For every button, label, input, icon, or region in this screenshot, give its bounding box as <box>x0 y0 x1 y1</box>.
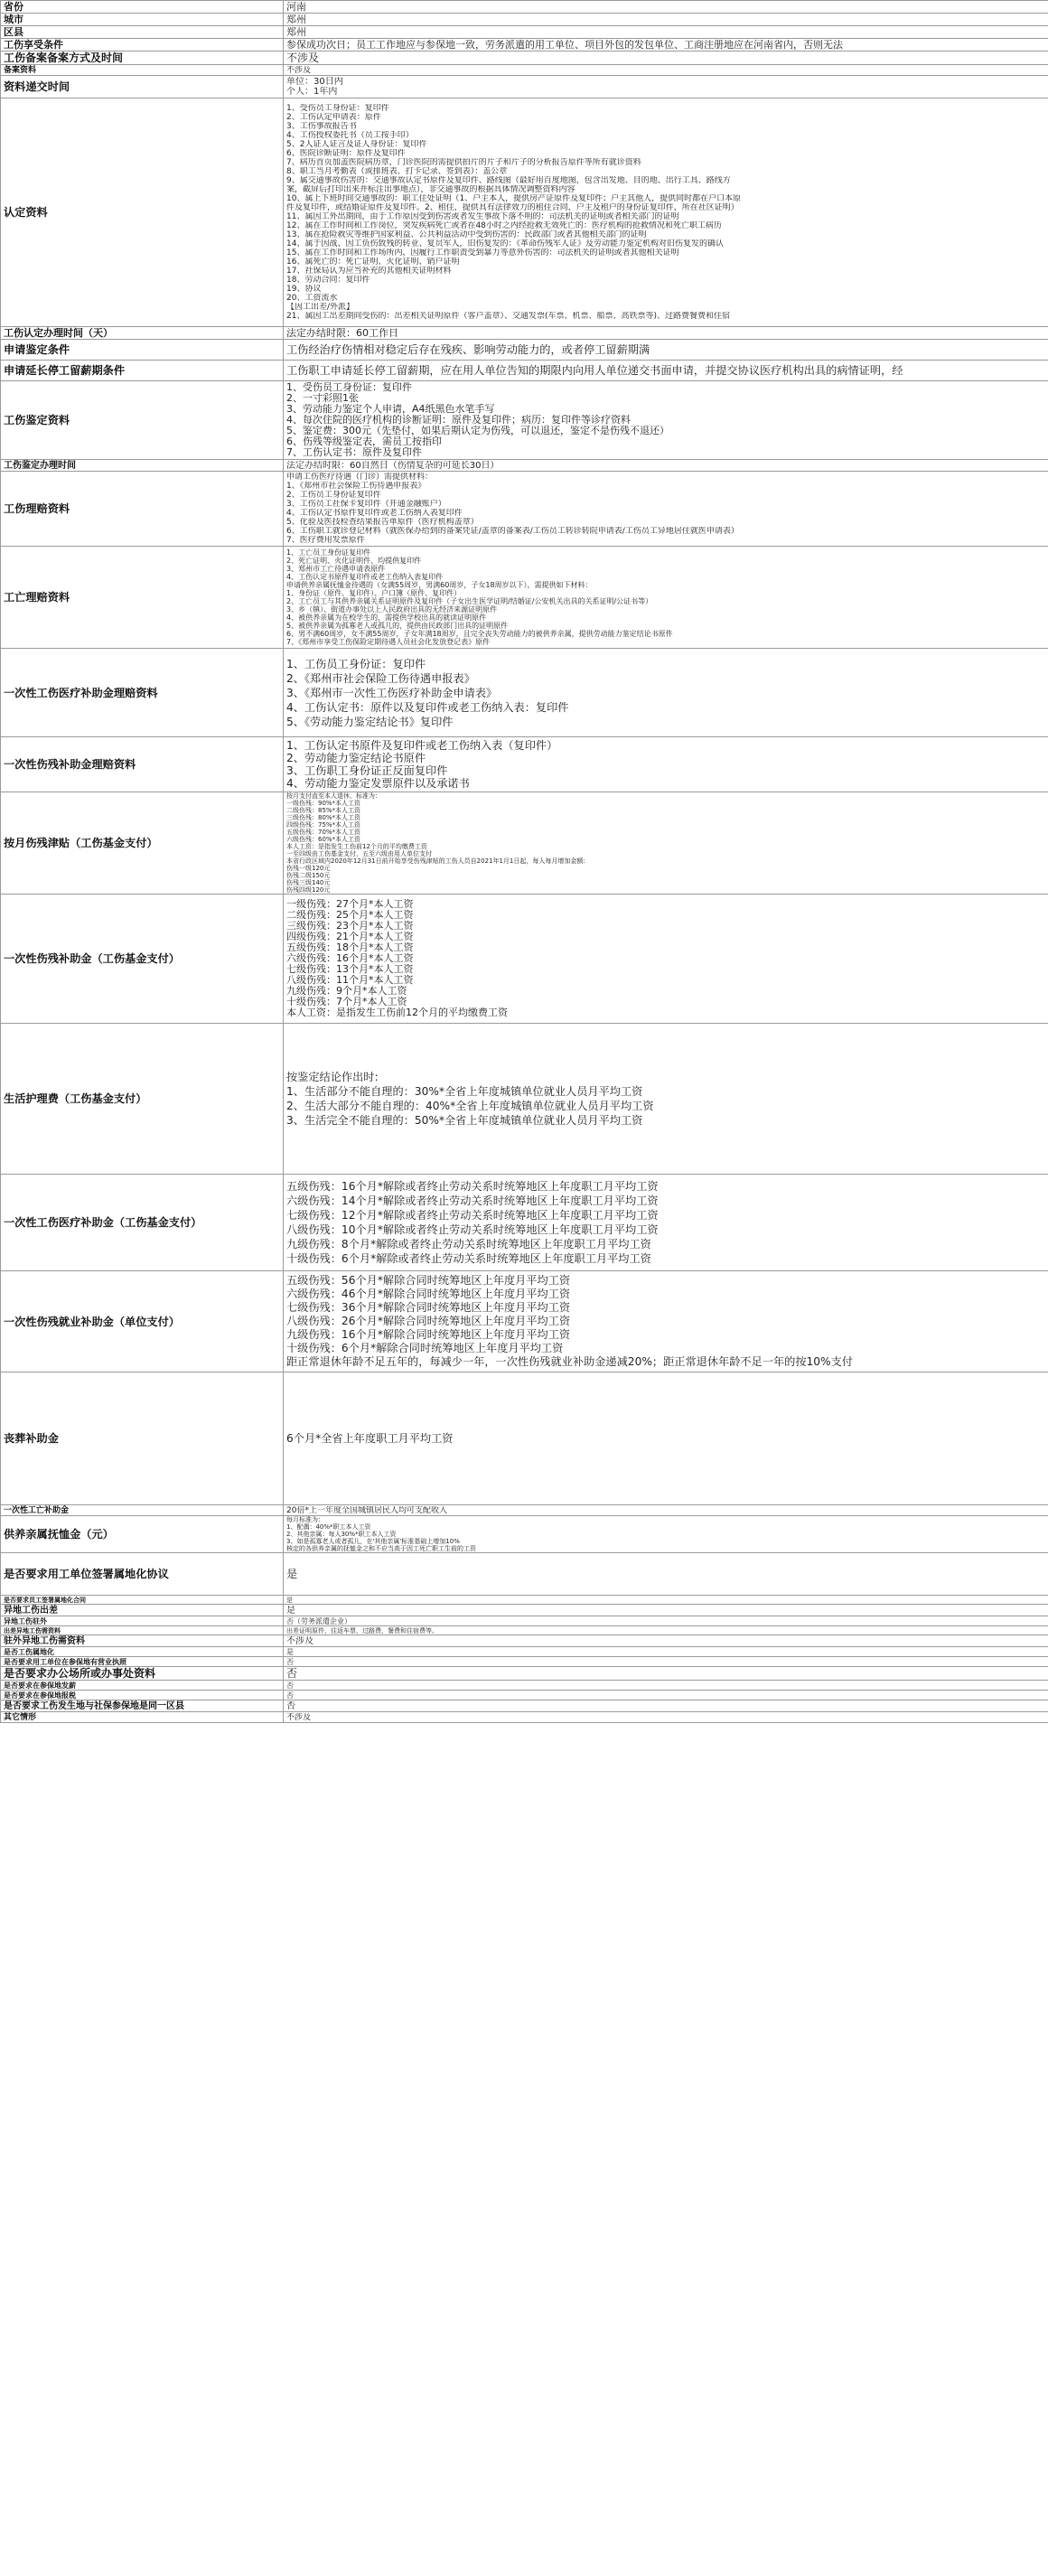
value-line: 案，截屏后打印出来并标注出事地点），非交通事故的根据具体情况调整资料内容 <box>286 185 575 194</box>
row-label: 一次性伤残就业补助金（单位支付） <box>1 1271 284 1372</box>
value-line: 郑州 <box>286 14 306 25</box>
value-line: 7、《郑州市享受工伤保险定期待遇人员社会化发放登记表》原件 <box>286 638 491 646</box>
value-line: 六级伤残：46个月*解除合同时统筹地区上年度月平均工资 <box>286 1288 571 1300</box>
table-row <box>1 1271 1048 1372</box>
value-line: 1、工亡员工身份证复印件 <box>286 548 371 557</box>
value-line: 2、劳动能力鉴定结论书原件 <box>286 752 426 764</box>
value-line: 参保成功次日；员工工作地应与参保地一致，劳务派遣的用工单位、项目外包的发包单位、工商注册地应在河南省内，否则无法 <box>286 39 843 51</box>
value-line: 1、受伤员工身份证：复印件 <box>286 104 389 113</box>
row-value <box>284 737 1048 792</box>
value-line: 19、协议 <box>286 285 322 294</box>
value-line: 5、被供养亲属为孤寡老人或孤儿的，提供由民政部门出具的证明原件 <box>286 622 509 630</box>
value-line: 否 <box>286 1681 294 1690</box>
row-value <box>284 1553 1048 1596</box>
value-line: 五级伤残：18个月*本人工资 <box>286 942 414 953</box>
row-label: 工伤理赔资料 <box>1 472 284 547</box>
value-line: 十级伤残：6个月*解除合同时统筹地区上年度月平均工资 <box>286 1342 564 1354</box>
value-line: 4、每次住院的医疗机构的诊断证明：原件及复印件；病历：复印件等诊疗资料 <box>286 415 631 426</box>
row-label: 供养亲属抚恤金（元） <box>1 1516 284 1553</box>
table-row <box>1 1657 1048 1667</box>
value-line: 本省行政区域内2020年12月31日前开始享受伤残津贴的工伤人员自2021年1月1日起，每人每月增加金额: <box>286 857 585 865</box>
row-label: 工伤认定办理时间（天） <box>1 327 284 340</box>
value-line: 一级伤残：27个月*本人工资 <box>286 899 414 910</box>
table-row <box>1 1616 1048 1626</box>
table-row <box>1 14 1048 26</box>
value-line: 20倍*上一年度全国城镇居民人均可支配收入 <box>286 1505 447 1515</box>
value-line: 每月标准为： <box>286 1516 324 1523</box>
value-line: 16、属死亡的：死亡证明、火化证明、销户证明 <box>286 258 460 267</box>
row-label: 一次性工伤医疗补助金（工伤基金支付） <box>1 1175 284 1271</box>
value-line: 6、工伤职工就诊登记材料（就医保办给到的备案凭证/盖章的备案表/工伤员工转诊转院申请表/工伤员工异地居住就医申请表） <box>286 527 739 536</box>
value-line: 否 <box>286 1691 294 1700</box>
value-line: 否 <box>286 1657 294 1666</box>
row-label: 工伤享受条件 <box>1 39 284 52</box>
value-line: 工伤职工申请延长停工留薪期，应在用人单位告知的期限内向用人单位递交书面申请，并提交协议医疗机构出具的病情证明，经 <box>286 364 903 377</box>
table-row <box>1 340 1048 361</box>
row-value <box>284 1635 1048 1647</box>
table-row <box>1 26 1048 39</box>
row-label: 出差异地工伤需资料 <box>1 1626 284 1635</box>
value-line: 3、《郑州市一次性工伤医疗补助金申请表》 <box>286 686 498 699</box>
row-value <box>284 361 1048 381</box>
table-row <box>1 737 1048 792</box>
value-line: 不涉及 <box>286 1712 312 1722</box>
table-row <box>1 1175 1048 1271</box>
value-line: 4、工伤认定书原件复印件或老工伤纳入表复印件 <box>286 509 463 518</box>
row-value <box>284 76 1048 98</box>
row-label: 是否要求在参保地发薪 <box>1 1681 284 1691</box>
value-line: 10、属上下班时间交通事故的：职工住处证明（1、户主本人，提供房产证原件及复印件；户主其他人，提供同时都在户口本原 <box>286 194 742 203</box>
table-row <box>1 39 1048 52</box>
table-row <box>1 1024 1048 1175</box>
value-line: 6、医院诊断证明：原件及复印件 <box>286 149 406 158</box>
value-line: 2、生活大部分不能自理的：40%*全省上年度城镇单位就业人员月平均工资 <box>286 1100 654 1112</box>
row-label: 工亡理赔资料 <box>1 547 284 649</box>
value-line: 6、男不满60周岁，女不满55周岁，子女年满18周岁，且完全丧失劳动能力的被供养亲属，提供劳动能力鉴定结论书原件 <box>286 630 673 638</box>
row-value <box>284 547 1048 649</box>
row-value <box>284 26 1048 39</box>
value-line: 六级伤残：16个月*本人工资 <box>286 953 414 964</box>
value-line: 8、职工当月考勤表（或排班表、打卡记录、签到表）：盖公章 <box>286 167 508 176</box>
value-line: 是 <box>286 1596 293 1604</box>
value-line: 20、工资流水 <box>286 294 338 303</box>
row-label: 一次性工亡补助金 <box>1 1505 284 1516</box>
value-line: 是 <box>286 1647 294 1656</box>
row-value <box>284 1516 1048 1553</box>
row-value <box>284 1616 1048 1626</box>
row-value <box>284 39 1048 52</box>
value-line: 按鉴定结论作出时: <box>286 1071 379 1083</box>
value-line: 核定的各供养亲属的抚恤金之和不应当高于因工死亡职工生前的工资 <box>286 1545 476 1552</box>
value-line: 六级伤残：14个月*解除或者终止劳动关系时统筹地区上年度职工月平均工资 <box>286 1194 659 1207</box>
value-line: 八级伤残：26个月*解除合同时统筹地区上年度月平均工资 <box>286 1315 571 1327</box>
table-row <box>1 98 1048 327</box>
row-label: 按月伤残津贴（工伤基金支付） <box>1 792 284 895</box>
value-line: 1、《郑州市社会保险工伤待遇申报表》 <box>286 482 426 491</box>
value-line: 5、2人证人证言及证人身份证：复印件 <box>286 140 427 149</box>
row-value <box>284 340 1048 361</box>
table-row <box>1 1681 1048 1691</box>
row-value <box>284 1372 1048 1505</box>
row-value <box>284 327 1048 340</box>
row-value <box>284 1657 1048 1667</box>
value-line: 是 <box>286 1568 298 1580</box>
table-row <box>1 792 1048 895</box>
value-line: 八级伤残：10个月*解除或者终止劳动关系时统筹地区上年度职工月平均工资 <box>286 1223 659 1236</box>
row-value <box>284 1691 1048 1700</box>
table-row <box>1 65 1048 76</box>
value-line: 2、工伤员工身份证复印件 <box>286 491 381 500</box>
table-row <box>1 52 1048 65</box>
value-line: 2、死亡证明、火化证明件、均提供复印件 <box>286 557 422 565</box>
table-row <box>1 381 1048 460</box>
value-line: 4、工伤认定书原件复印件或老工伤纳入表复印件 <box>286 573 444 581</box>
row-value <box>284 895 1048 1024</box>
value-line: 9、属交通事故伤害的：交通事故认定书原件及复印件、路线图（最好用百度地图，包含出发地、目的地、出行工具、路线方 <box>286 176 731 185</box>
row-value <box>284 1505 1048 1516</box>
value-line: 七级伤残：36个月*解除合同时统筹地区上年度月平均工资 <box>286 1301 571 1314</box>
value-line: 三级伤残：23个月*本人工资 <box>286 921 414 932</box>
row-label: 资料递交时间 <box>1 76 284 98</box>
value-line: 3、生活完全不能自理的：50%*全省上年度城镇单位就业人员月平均工资 <box>286 1114 643 1127</box>
value-line: 单位：30日内 <box>286 77 343 87</box>
row-value <box>284 649 1048 737</box>
table-row <box>1 1372 1048 1505</box>
value-line: 九级伤残：16个月*解除合同时统筹地区上年度月平均工资 <box>286 1328 571 1341</box>
value-line: 三级伤残：80%*本人工资 <box>286 814 361 821</box>
value-line: 一级伤残：90%*本人工资 <box>286 800 361 807</box>
value-line: 本人工资：是指发生工伤前12个月的平均缴费工资 <box>286 1007 508 1018</box>
row-value <box>284 1667 1048 1681</box>
value-line: 二级伤残：85%*本人工资 <box>286 807 361 814</box>
table-row <box>1 460 1048 472</box>
value-line: 河南 <box>286 1 306 13</box>
row-value <box>284 1271 1048 1372</box>
value-line: 2、一寸彩照1张 <box>286 393 359 404</box>
value-line: 不涉及 <box>286 1635 313 1646</box>
value-line: 1、生活部分不能自理的：30%*全省上年度城镇单位就业人员月平均工资 <box>286 1085 643 1098</box>
value-line: 1、身份证（原件、复印件）、户口簿（原件、复印件） <box>286 589 462 597</box>
row-label: 是否工伤属地化 <box>1 1647 284 1657</box>
value-line: 5、《劳动能力鉴定结论书》复印件 <box>286 715 454 728</box>
table-row <box>1 1516 1048 1553</box>
row-value <box>284 1 1048 14</box>
value-line: 7、工伤认定书：原件及复印件 <box>286 447 422 458</box>
value-line: 个人：1年内 <box>286 87 338 97</box>
row-label: 认定资料 <box>1 98 284 327</box>
row-label: 其它情形 <box>1 1712 284 1723</box>
value-line: 伤残一级120元 <box>286 865 331 872</box>
table-row <box>1 76 1048 98</box>
row-value <box>284 460 1048 472</box>
row-label: 是否要求用工单位签署属地化协议 <box>1 1553 284 1596</box>
table-row <box>1 895 1048 1024</box>
value-line: 伤残四级120元 <box>286 886 331 894</box>
value-line: 4、被供养亲属为在校学生的，需提供学校出具的就读证明原件 <box>286 614 487 622</box>
value-line: 2、工亡员工与其供养亲属关系证明原件及复印件（子女出生医学证明/结婚证/公安机关出具的关系证明/公证书等） <box>286 597 653 605</box>
value-line: 7、病历首页加盖医院病历章，门诊医院的需提供拍片的片子和片子的分析报告原件等所有就诊资料 <box>286 158 641 167</box>
row-value <box>284 1700 1048 1712</box>
value-line: 13、属在抢险救灾等维护国家利益、公共利益活动中受到伤害的：民政部门或者其他相关部门的证明 <box>286 230 647 239</box>
value-line: 距正常退休年龄不足五年的，每减少一年，一次性伤残就业补助金递减20%；距正常退休年龄不足一年的按10%支付 <box>286 1355 853 1368</box>
value-line: 12、属在工作时间和工作岗位，突发疾病死亡或者在48小时之内经抢救无效死亡的：医疗机构的抢救情况和死亡职工病历 <box>286 221 722 230</box>
value-line: 按月支付直至本人退休，标准为： <box>286 792 381 800</box>
value-line: 【因工出差/外派】 <box>286 303 355 312</box>
table-row <box>1 1667 1048 1681</box>
value-line: 不涉及 <box>286 65 312 75</box>
value-line: 件及复印件，或结婚证原件及复印件。2、租住，提供具有法律效力的租住合同，户主及租户的身份证复印件，所在社区证明） <box>286 203 739 212</box>
table-row <box>1 1700 1048 1712</box>
value-line: 4、工伤授权委托书（员工按手印） <box>286 131 414 140</box>
value-line: 二级伤残：25个月*本人工资 <box>286 910 414 921</box>
row-label: 异地工伤驻外 <box>1 1616 284 1626</box>
value-line: 四级伤残：21个月*本人工资 <box>286 932 414 942</box>
value-line: 郑州 <box>286 26 306 38</box>
value-line: 申请工伤医疗待遇（门诊）需提供材料： <box>286 473 434 482</box>
row-value <box>284 1175 1048 1271</box>
table-row <box>1 361 1048 381</box>
value-line: 6个月*全省上年度职工月平均工资 <box>286 1432 454 1445</box>
table-row <box>1 1596 1048 1605</box>
table-row <box>1 472 1048 547</box>
table-row <box>1 1 1048 14</box>
table-row <box>1 1635 1048 1647</box>
value-line: 2、工伤认定申请表：原件 <box>286 113 381 122</box>
value-line: 七级伤残：12个月*解除或者终止劳动关系时统筹地区上年度职工月平均工资 <box>286 1209 659 1222</box>
value-line: 本人工资：是指发生工伤前12个月的平均缴费工资 <box>286 843 427 850</box>
value-line: 七级伤残：13个月*本人工资 <box>286 964 414 975</box>
value-line: 八级伤残：11个月*本人工资 <box>286 975 414 986</box>
value-line: 伤残三级140元 <box>286 879 331 886</box>
value-line: 14、属于因战、因工负伤致残的转业、复员军人，旧伤复发的：《革命伤残军人证》及劳动能力鉴定机构对旧伤复发的确认 <box>286 239 724 248</box>
row-label: 丧葬补助金 <box>1 1372 284 1505</box>
value-line: 出差证明原件，往返车票，过路费，餐费和住宿费等。 <box>286 1626 438 1635</box>
value-line: 18、劳动合同：复印件 <box>286 276 370 285</box>
row-label: 驻外异地工伤需资料 <box>1 1635 284 1647</box>
value-line: 五级伤残：70%*本人工资 <box>286 829 361 836</box>
value-line: 4、劳动能力鉴定发票原件以及承诺书 <box>286 777 470 790</box>
row-label: 工伤鉴定办理时间 <box>1 460 284 472</box>
value-line: 15、属在工作时间和工作场所内，因履行工作职责受到暴力等意外伤害的：司法机关的证明或者其他相关证明 <box>286 248 679 258</box>
row-value <box>284 1681 1048 1691</box>
row-label: 工伤鉴定资料 <box>1 381 284 460</box>
row-value <box>284 1647 1048 1657</box>
value-line: 九级伤残：8个月*解除或者终止劳动关系时统筹地区上年度职工月平均工资 <box>286 1238 651 1251</box>
row-value <box>284 1712 1048 1723</box>
row-value <box>284 52 1048 65</box>
value-line: 不涉及 <box>286 52 320 64</box>
value-line: 法定办结时限：60自然日（伤情复杂的可延长30日） <box>286 460 500 471</box>
row-value <box>284 381 1048 460</box>
table-row <box>1 1647 1048 1657</box>
row-label: 申请延长停工留薪期条件 <box>1 361 284 381</box>
row-label: 是否要求在参保地报税 <box>1 1691 284 1700</box>
value-line: 6、伤残等级鉴定表，需员工按指印 <box>286 436 442 447</box>
row-value <box>284 1596 1048 1605</box>
value-line: 申请供养亲属抚恤金待遇的（女满55周岁，男满60周岁，子女18周岁以下），需提供如下材料： <box>286 581 593 589</box>
value-line: 11、属因工外出期间，由于工作原因受到伤害或者发生事故下落不明的：司法机关的证明或者相关部门的证明 <box>286 212 679 221</box>
table-row <box>1 1505 1048 1516</box>
value-line: 1、受伤员工身份证：复印件 <box>286 382 412 393</box>
value-line: 是 <box>286 1605 295 1616</box>
row-value <box>284 1626 1048 1635</box>
row-label: 区县 <box>1 26 284 39</box>
value-line: 21、属因工出差期间受伤的：出差相关证明原件（客户盖章）、交通发票(车票、机票、船票、高铁票等)、过路费餐费和住宿 <box>286 312 730 321</box>
row-value <box>284 1605 1048 1616</box>
row-value <box>284 1024 1048 1175</box>
value-line: 2、其他亲属：每人30%*职工本人工资 <box>286 1531 397 1538</box>
value-line: 3、工伤员工社保卡复印件（开通金融账户） <box>286 500 446 509</box>
value-line: 否 <box>286 1700 295 1711</box>
value-line: 4、工伤认定书：原件以及复印件或老工伤纳入表：复印件 <box>286 700 569 714</box>
value-line: 十级伤残：6个月*解除或者终止劳动关系时统筹地区上年度职工月平均工资 <box>286 1252 651 1265</box>
row-label: 是否要求工伤发生地与社保参保地是同一区县 <box>1 1700 284 1712</box>
value-line: 2、《郑州市社会保险工伤待遇申报表》 <box>286 671 475 685</box>
value-line: 1、工伤员工身份证：复印件 <box>286 657 426 670</box>
row-label: 生活护理费（工伤基金支付） <box>1 1024 284 1175</box>
value-line: 一至四级由工伤基金支付，五至六级由用人单位支付 <box>286 850 432 857</box>
table-row <box>1 1605 1048 1616</box>
value-line: 3、乡（镇）、街道办事处以上人民政府出具的无经济来源证明原件 <box>286 605 498 614</box>
table-row <box>1 1712 1048 1723</box>
row-label: 是否要求员工签署属地化合同 <box>1 1596 284 1605</box>
row-label: 申请鉴定条件 <box>1 340 284 361</box>
value-line: 五级伤残：56个月*解除合同时统筹地区上年度月平均工资 <box>286 1274 571 1287</box>
table-row <box>1 1553 1048 1596</box>
value-line: 1、配偶：40%*职工本人工资 <box>286 1523 371 1531</box>
table-row <box>1 1691 1048 1700</box>
row-value <box>284 98 1048 327</box>
value-line: 5、鉴定费：300元（先垫付，如果后期认定为伤残，可以退还，鉴定不是伤残不退还） <box>286 426 669 436</box>
value-line: 六级伤残：60%*本人工资 <box>286 836 361 843</box>
row-label: 备案资料 <box>1 65 284 76</box>
value-line: 否（劳务派遣企业） <box>286 1616 351 1625</box>
value-line: 四级伤残：75%*本人工资 <box>286 821 361 829</box>
row-label: 异地工伤出差 <box>1 1605 284 1616</box>
value-line: 伤残二级150元 <box>286 872 331 879</box>
value-line: 17、社保局认为应当补充的其他相关证明材料 <box>286 267 452 276</box>
row-label: 一次性伤残补助金（工伤基金支付） <box>1 895 284 1024</box>
value-line: 九级伤残：9个月*本人工资 <box>286 986 407 997</box>
value-line: 7、医疗费用发票原件 <box>286 536 365 545</box>
table-row <box>1 649 1048 737</box>
row-value <box>284 65 1048 76</box>
row-label: 工伤备案备案方式及时间 <box>1 52 284 65</box>
value-line: 3、如是孤寡老人或者孤儿，在'其他亲属'标准基础上增加10% <box>286 1538 460 1545</box>
row-label: 是否要求用工单位在参保地有营业执照 <box>1 1657 284 1667</box>
table-row <box>1 547 1048 649</box>
row-value <box>284 472 1048 547</box>
row-label: 省份 <box>1 1 284 14</box>
table-row <box>1 327 1048 340</box>
value-line: 3、劳动能力鉴定个人申请，A4纸黑色水笔手写 <box>286 404 495 415</box>
value-line: 工伤经治疗伤情相对稳定后存在残疾、影响劳动能力的，或者停工留薪期满 <box>286 343 650 356</box>
row-label: 一次性工伤医疗补助金理赔资料 <box>1 649 284 737</box>
value-line: 5、化验及医技检查结果报告单原件（医疗机构盖章） <box>286 518 479 527</box>
value-line: 十级伤残：7个月*本人工资 <box>286 997 407 1007</box>
value-line: 1、工伤认定书原件及复印件或老工伤纳入表（复印件） <box>286 739 558 752</box>
value-line: 五级伤残：16个月*解除或者终止劳动关系时统筹地区上年度职工月平均工资 <box>286 1180 659 1193</box>
row-label: 城市 <box>1 14 284 26</box>
value-line: 法定办结时限：60工作日 <box>286 327 398 339</box>
table-row <box>1 1626 1048 1635</box>
value-line: 否 <box>286 1667 298 1680</box>
value-line: 3、郑州市工亡待遇申请表原件 <box>286 565 386 573</box>
row-label: 一次性伤残补助金理赔资料 <box>1 737 284 792</box>
policy-table-body <box>1 1 1048 1723</box>
value-line: 3、工伤事故报告书 <box>286 122 357 131</box>
row-value <box>284 792 1048 895</box>
row-label: 是否要求办公场所或办事处资料 <box>1 1667 284 1681</box>
value-line: 3、工伤职工身份证正反面复印件 <box>286 764 448 777</box>
row-value <box>284 14 1048 26</box>
